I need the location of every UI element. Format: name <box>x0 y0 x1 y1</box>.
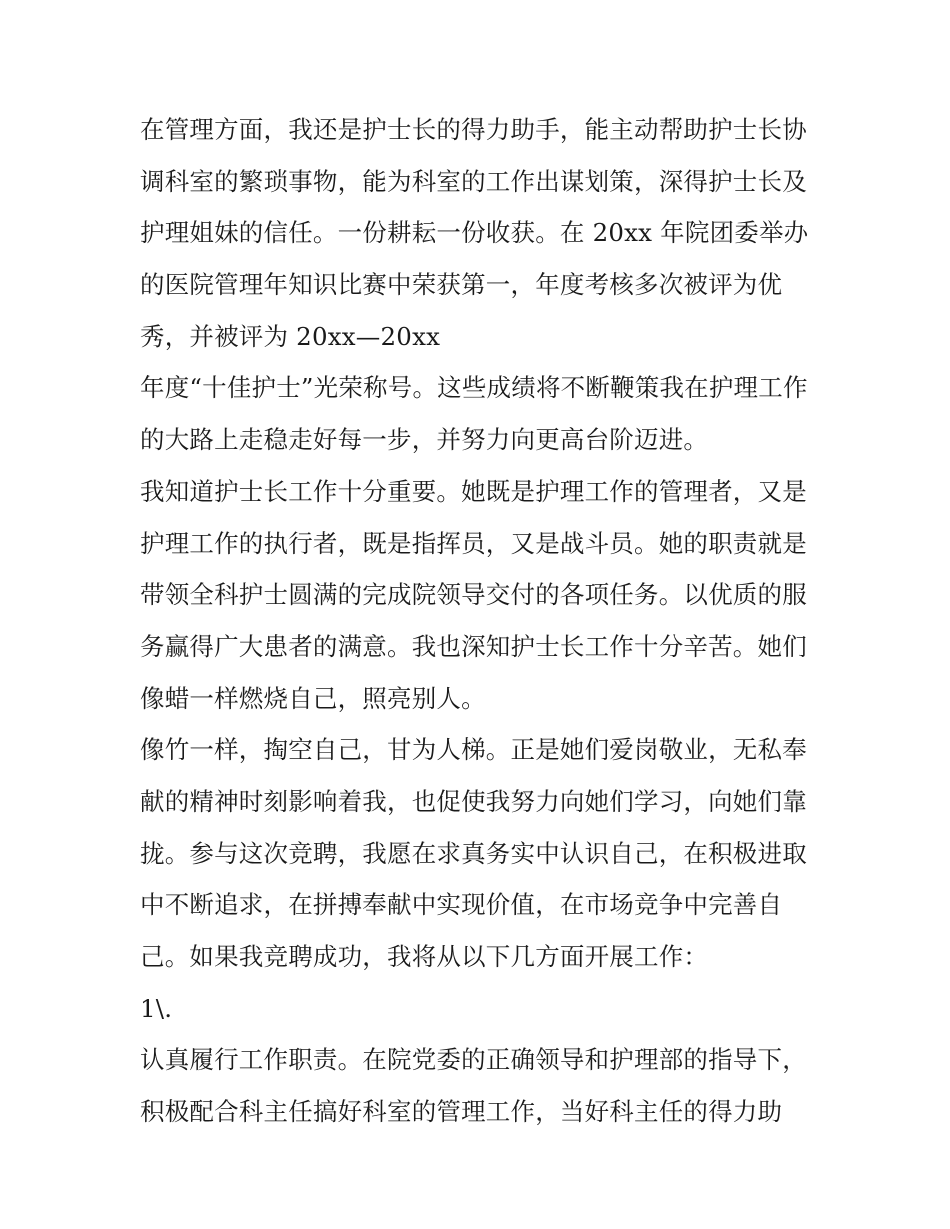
text-line: 积极配合科主任搞好科室的管理工作，当好科主任的得力助 <box>140 1097 783 1127</box>
text-line: 己。如果我竞聘成功，我将从以下几方面开展工作： <box>140 942 709 971</box>
text-line: 像蜡一样燃烧自己，照亮别人。 <box>140 683 486 713</box>
text-line: 务赢得广大患者的满意。我也深知护士长工作十分辛苦。她们 <box>140 631 807 661</box>
text-line: 调科室的繁琐事物，能为科室的工作出谋划策，深得护士长及 <box>140 166 807 196</box>
text-line: 拢。参与这次竞聘，我愿在求真务实中认识自己，在积极进取 <box>140 838 807 868</box>
text-line: 护理姐妹的信任。一份耕耘一份收获。在 20xx 年院团委举办 <box>140 218 809 248</box>
text-line: 献的精神时刻影响着我，也促使我努力向她们学习，向她们靠 <box>140 786 807 816</box>
text-line: 像竹一样，掏空自己，甘为人梯。正是她们爱岗敬业，无私奉 <box>140 735 807 765</box>
text-line: 带领全科护士圆满的完成院领导交付的各项任务。以优质的服 <box>140 580 807 610</box>
text-line: 认真履行工作职责。在院党委的正确领导和护理部的指导下， <box>140 1045 807 1075</box>
text-line: 护理工作的执行者，既是指挥员，又是战斗员。她的职责就是 <box>140 528 807 558</box>
text-line: 年度“十佳护士”光荣称号。这些成绩将不断鞭策我在护理工作 <box>140 373 808 403</box>
text-line: 秀，并被评为 20xx—20xx <box>140 321 441 351</box>
text-line: 在管理方面，我还是护士长的得力助手，能主动帮助护士长协 <box>140 115 807 144</box>
document-text <box>140 108 820 1142</box>
text-line: 我知道护士长工作十分重要。她既是护理工作的管理者，又是 <box>140 476 807 506</box>
text-line: 的医院管理年知识比赛中荣获第一，年度考核多次被评为优 <box>140 270 783 300</box>
list-marker: 1\. <box>140 993 173 1023</box>
text-line: 的大路上走稳走好每一步，并努力向更高台阶迈进。 <box>140 425 709 455</box>
text-line: 中不断追求，在拼搏奉献中实现价值，在市场竞争中完善自 <box>140 890 783 920</box>
